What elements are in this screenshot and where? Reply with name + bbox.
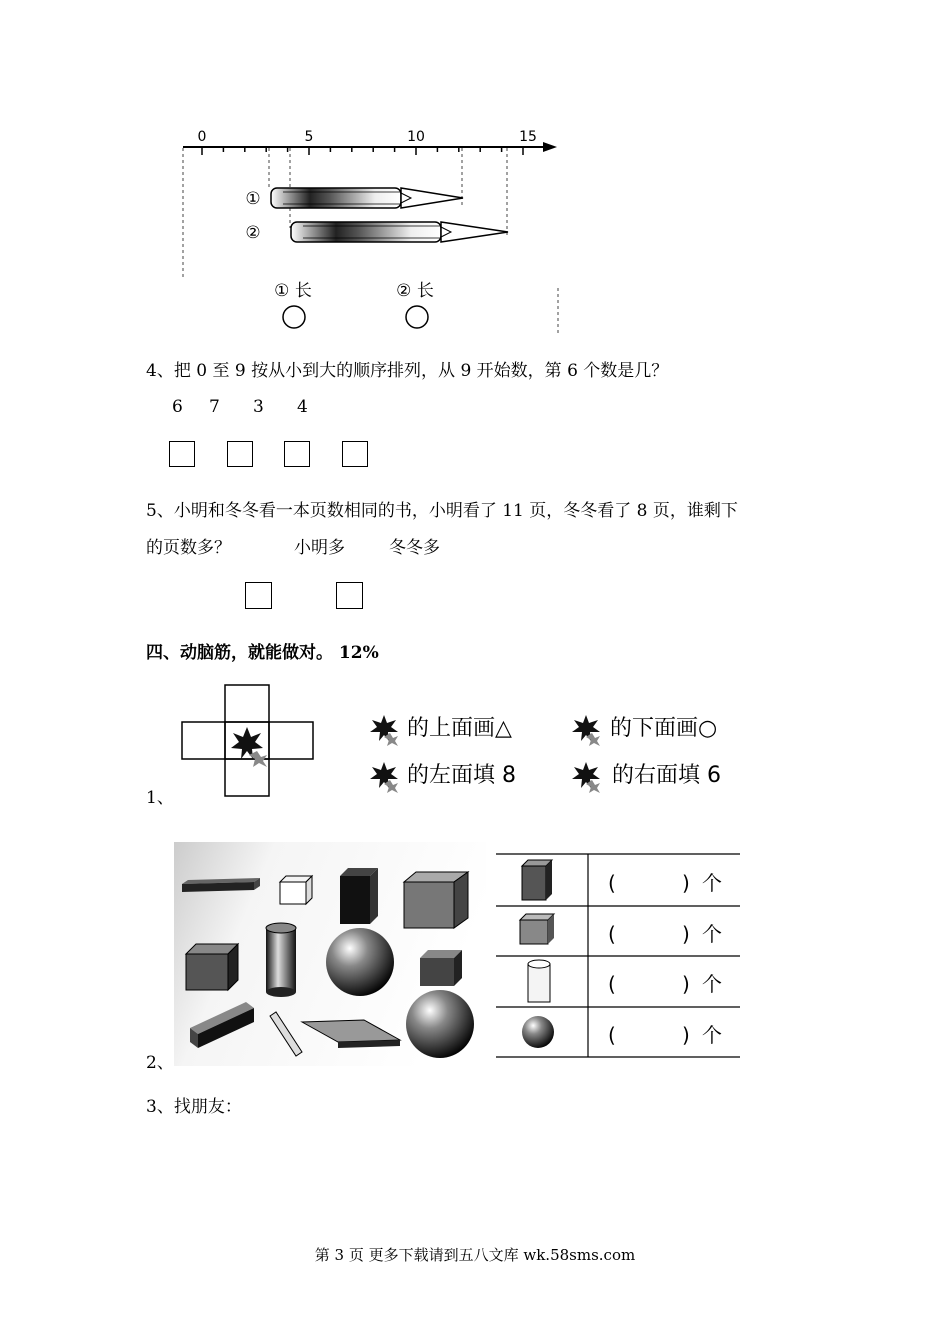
blank-open: ( bbox=[608, 972, 616, 996]
cuboid-icon bbox=[522, 860, 552, 900]
sphere-shape bbox=[326, 928, 394, 996]
cylinder-icon bbox=[528, 960, 550, 1002]
sphere-icon bbox=[522, 1016, 554, 1048]
answer-1-circle[interactable] bbox=[283, 306, 305, 328]
cube-icon bbox=[520, 914, 554, 944]
pencil-2 bbox=[291, 222, 508, 242]
unit-label: 个 bbox=[702, 972, 722, 996]
answer-1-label: ① 长 bbox=[274, 281, 312, 301]
leaf-icon bbox=[572, 760, 602, 794]
q5-text-line2: 的页数多？ bbox=[146, 538, 231, 558]
ruler bbox=[183, 129, 557, 155]
cross-grid-figure bbox=[180, 683, 316, 799]
count-input[interactable] bbox=[620, 971, 676, 997]
blank-open: ( bbox=[608, 922, 616, 946]
small-cube-shape bbox=[280, 876, 312, 904]
count-input[interactable] bbox=[620, 921, 676, 947]
q4-answer-box[interactable] bbox=[227, 441, 253, 467]
count-table bbox=[490, 848, 748, 1062]
dark-cuboid-shape bbox=[340, 868, 378, 924]
pencil-1 bbox=[271, 188, 463, 208]
blank-close: ) bbox=[682, 871, 690, 895]
flat-bar-shape bbox=[182, 878, 260, 892]
leaf-icon bbox=[231, 727, 267, 767]
blank-close: ) bbox=[682, 922, 690, 946]
q5-text-line1: 5、小明和冬冬看一本页数相同的书，小明看了 11 页，冬冬看了 8 页，谁剩下 bbox=[146, 501, 738, 521]
leaf-icon bbox=[572, 713, 602, 747]
page-footer: 第 3 页 更多下载请到五八文库 wk.58sms.com bbox=[314, 1246, 636, 1264]
q4-option: 3 bbox=[253, 397, 264, 417]
q4-option: 4 bbox=[297, 397, 308, 417]
cube-shape bbox=[186, 944, 238, 990]
blank-close: ) bbox=[682, 972, 690, 996]
blank-open: ( bbox=[608, 871, 616, 895]
q5-option-2: 冬冬多 bbox=[389, 538, 440, 558]
grid-cell-right[interactable] bbox=[269, 722, 313, 759]
p3-text: 3、找朋友： bbox=[146, 1097, 242, 1117]
unit-label: 个 bbox=[702, 922, 722, 946]
section-heading: 四、动脑筋，就能做对。 12% bbox=[146, 643, 379, 663]
q4-answer-box[interactable] bbox=[342, 441, 368, 467]
p2-number: 2、 bbox=[146, 1053, 174, 1073]
pencil-1-label: ① bbox=[245, 189, 261, 209]
q5-answer-box[interactable] bbox=[245, 582, 272, 609]
large-cube-shape bbox=[404, 872, 468, 928]
count-input[interactable] bbox=[620, 1022, 676, 1048]
q5-answer-box[interactable] bbox=[336, 582, 363, 609]
leaf-icon bbox=[370, 713, 400, 747]
small-dark-cube-shape bbox=[420, 950, 462, 986]
grid-cell-top[interactable] bbox=[225, 685, 269, 722]
answer-2-label: ② 长 bbox=[396, 281, 434, 301]
q5-option-1: 小明多 bbox=[294, 538, 345, 558]
p1-number: 1、 bbox=[146, 788, 174, 808]
instruction-top: 的上面画△ bbox=[407, 716, 512, 741]
grid-cell-left[interactable] bbox=[182, 722, 225, 759]
instruction-right: 的右面填 6 bbox=[612, 763, 721, 788]
unit-label: 个 bbox=[702, 871, 722, 895]
blank-open: ( bbox=[608, 1023, 616, 1047]
q4-answer-box[interactable] bbox=[169, 441, 195, 467]
tick-label: 5 bbox=[304, 129, 314, 145]
tick-label: 10 bbox=[407, 129, 425, 145]
q4-option: 7 bbox=[209, 397, 220, 417]
tick-label: 0 bbox=[197, 129, 207, 145]
leaf-icon bbox=[370, 760, 400, 794]
q4-option: 6 bbox=[172, 397, 183, 417]
pencil-2-label: ② bbox=[245, 223, 261, 243]
answer-2-circle[interactable] bbox=[406, 306, 428, 328]
instruction-bottom: 的下面画○ bbox=[610, 716, 718, 741]
q4-text: 4、把 0 至 9 按从小到大的顺序排列，从 9 开始数，第 6 个数是几？ bbox=[146, 361, 669, 381]
cylinder-shape bbox=[266, 923, 296, 997]
count-input[interactable] bbox=[620, 870, 676, 896]
sphere-shape bbox=[406, 990, 474, 1058]
ruler-pencil-figure bbox=[175, 118, 570, 338]
blank-close: ) bbox=[682, 1023, 690, 1047]
tick-label: 15 bbox=[519, 129, 537, 145]
unit-label: 个 bbox=[702, 1023, 722, 1047]
solid-shapes-figure bbox=[174, 842, 486, 1066]
instruction-left: 的左面填 8 bbox=[407, 763, 516, 788]
q4-answer-box[interactable] bbox=[284, 441, 310, 467]
